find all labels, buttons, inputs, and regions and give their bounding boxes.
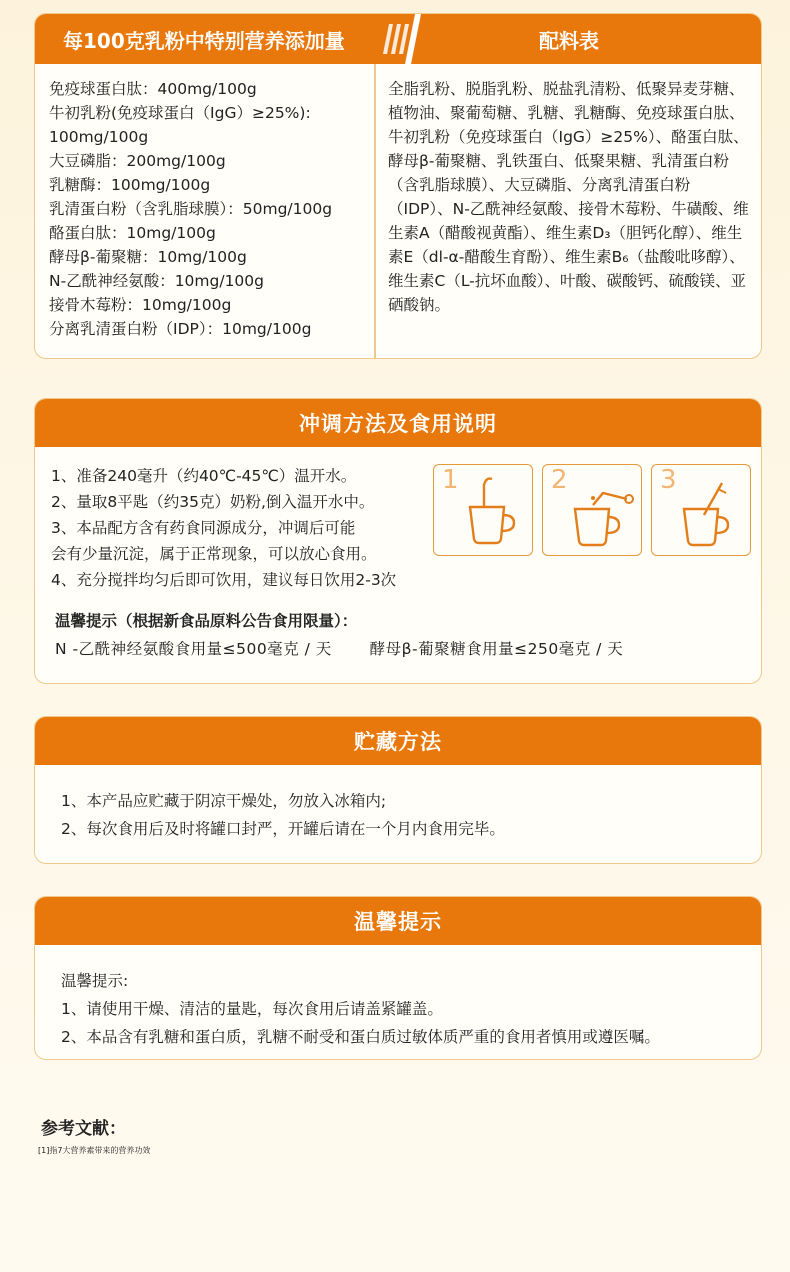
intake-tip-title: 温馨提示（根据新食品原料公告食用限量）： [55,612,358,630]
step-number: 2 [551,465,568,495]
nutrient-item: 牛初乳粉(免疫球蛋白（IgG）≥25%): [49,104,311,122]
pour-water-cup-icon [434,465,532,555]
nutrient-item: 乳糖酶：100mg/100g [49,176,211,194]
step-text: 1、准备240毫升（约40℃-45℃）温开水。 [51,467,357,485]
nutrient-item: 酪蛋白肽：10mg/100g [49,224,216,242]
nutrient-item: 100mg/100g [49,128,149,146]
references-note: [1]指7大营养素带来的营养功效 [38,1146,151,1155]
storage-title: 贮藏方法 [35,717,761,765]
nutrient-addition-title: 每100克乳粉中特别营养添加量 [63,28,345,53]
step-illustration-3 [651,464,751,556]
preparation-card [34,398,762,684]
step-text: 2、量取8平匙（约35克）奶粉,倒入温开水中。 [51,493,375,511]
header-stripe-decoration [375,14,421,64]
nutrient-item: 接骨木莓粉：10mg/100g [49,296,232,314]
nutrient-item: N-乙酰神经氨酸：10mg/100g [49,272,264,290]
nutrient-item: 大豆磷脂：200mg/100g [49,152,226,170]
nutrient-item: 分离乳清蛋白粉（IDP）：10mg/100g [49,320,312,338]
ingredients-title: 配料表 [539,28,599,53]
notice-line: 温馨提示: [61,972,129,990]
nutrient-list [35,64,376,359]
step-illustration-2 [542,464,642,556]
step-number: 1 [442,465,459,495]
intake-limit-b: 酵母β-葡聚糖食用量≤250毫克 / 天 [369,640,624,658]
step-text: 4、充分搅拌均匀后即可饮用，建议每日饮用2-3次 [51,571,397,589]
notice-lines [35,945,761,1051]
storage-line: 2、每次食用后及时将罐口封严，开罐后请在一个月内食用完毕。 [61,820,505,838]
nutrient-item: 免疫球蛋白肽：400mg/100g [49,80,257,98]
ingredients-text: 全脂乳粉、脱脂乳粉、脱盐乳清粉、低聚异麦芽糖、植物油、聚葡萄糖、乳糖、乳糖酶、免疫球蛋白肽、牛初乳粉（免疫球蛋白（IgG）≥25%）、酪蛋白肽、酵母β-葡聚糖、乳铁蛋白、低聚果糖、乳清蛋白粉（含乳脂球膜）、大豆磷脂、分离乳清蛋白粉（IDP）、N-乙酰神经氨酸、接骨木莓粉、牛磺酸、维生素A（醋酸视黄酯）、维生素D₃（胆钙化醇）、维生素E（dl-α-醋酸生育酚）、维生素B₆（盐酸吡哆醇）、维生素C（L-抗坏血酸）、叶酸、碳酸钙、硫酸镁、亚硒酸钠。 [388,80,749,314]
card-header [35,14,761,64]
scoop-powder-cup-icon [543,465,641,555]
step-illustration-1 [433,464,533,556]
storage-lines [35,765,761,843]
storage-card [34,716,762,864]
intake-limits [55,637,623,659]
storage-line: 1、本产品应贮藏于阴凉干燥处，勿放入冰箱内; [61,792,387,810]
nutrient-item: 乳清蛋白粉（含乳脂球膜）：50mg/100g [49,200,333,218]
nutrient-item: 酵母β-葡聚糖：10mg/100g [49,248,247,266]
notice-card [34,896,762,1060]
step-text: 3、本品配方含有药食同源成分，冲调后可能 [51,519,356,537]
step-number: 3 [660,465,677,495]
stir-cup-icon [652,465,750,555]
preparation-steps [51,463,396,593]
step-text: 会有少量沉淀，属于正常现象，可以放心食用。 [51,545,377,563]
intake-limit-a: N -乙酰神经氨酸食用量≤500毫克 / 天 [55,640,332,658]
references-title: 参考文献： [41,1119,126,1139]
notice-line: 2、本品含有乳糖和蛋白质，乳糖不耐受和蛋白质过敏体质严重的食用者慎用或遵医嘱。 [61,1028,660,1046]
nutrition-ingredients-card [34,13,762,359]
notice-line: 1、请使用干燥、清洁的量匙，每次食用后请盖紧罐盖。 [61,1000,443,1018]
preparation-title: 冲调方法及食用说明 [35,399,761,447]
notice-title: 温馨提示 [35,897,761,945]
